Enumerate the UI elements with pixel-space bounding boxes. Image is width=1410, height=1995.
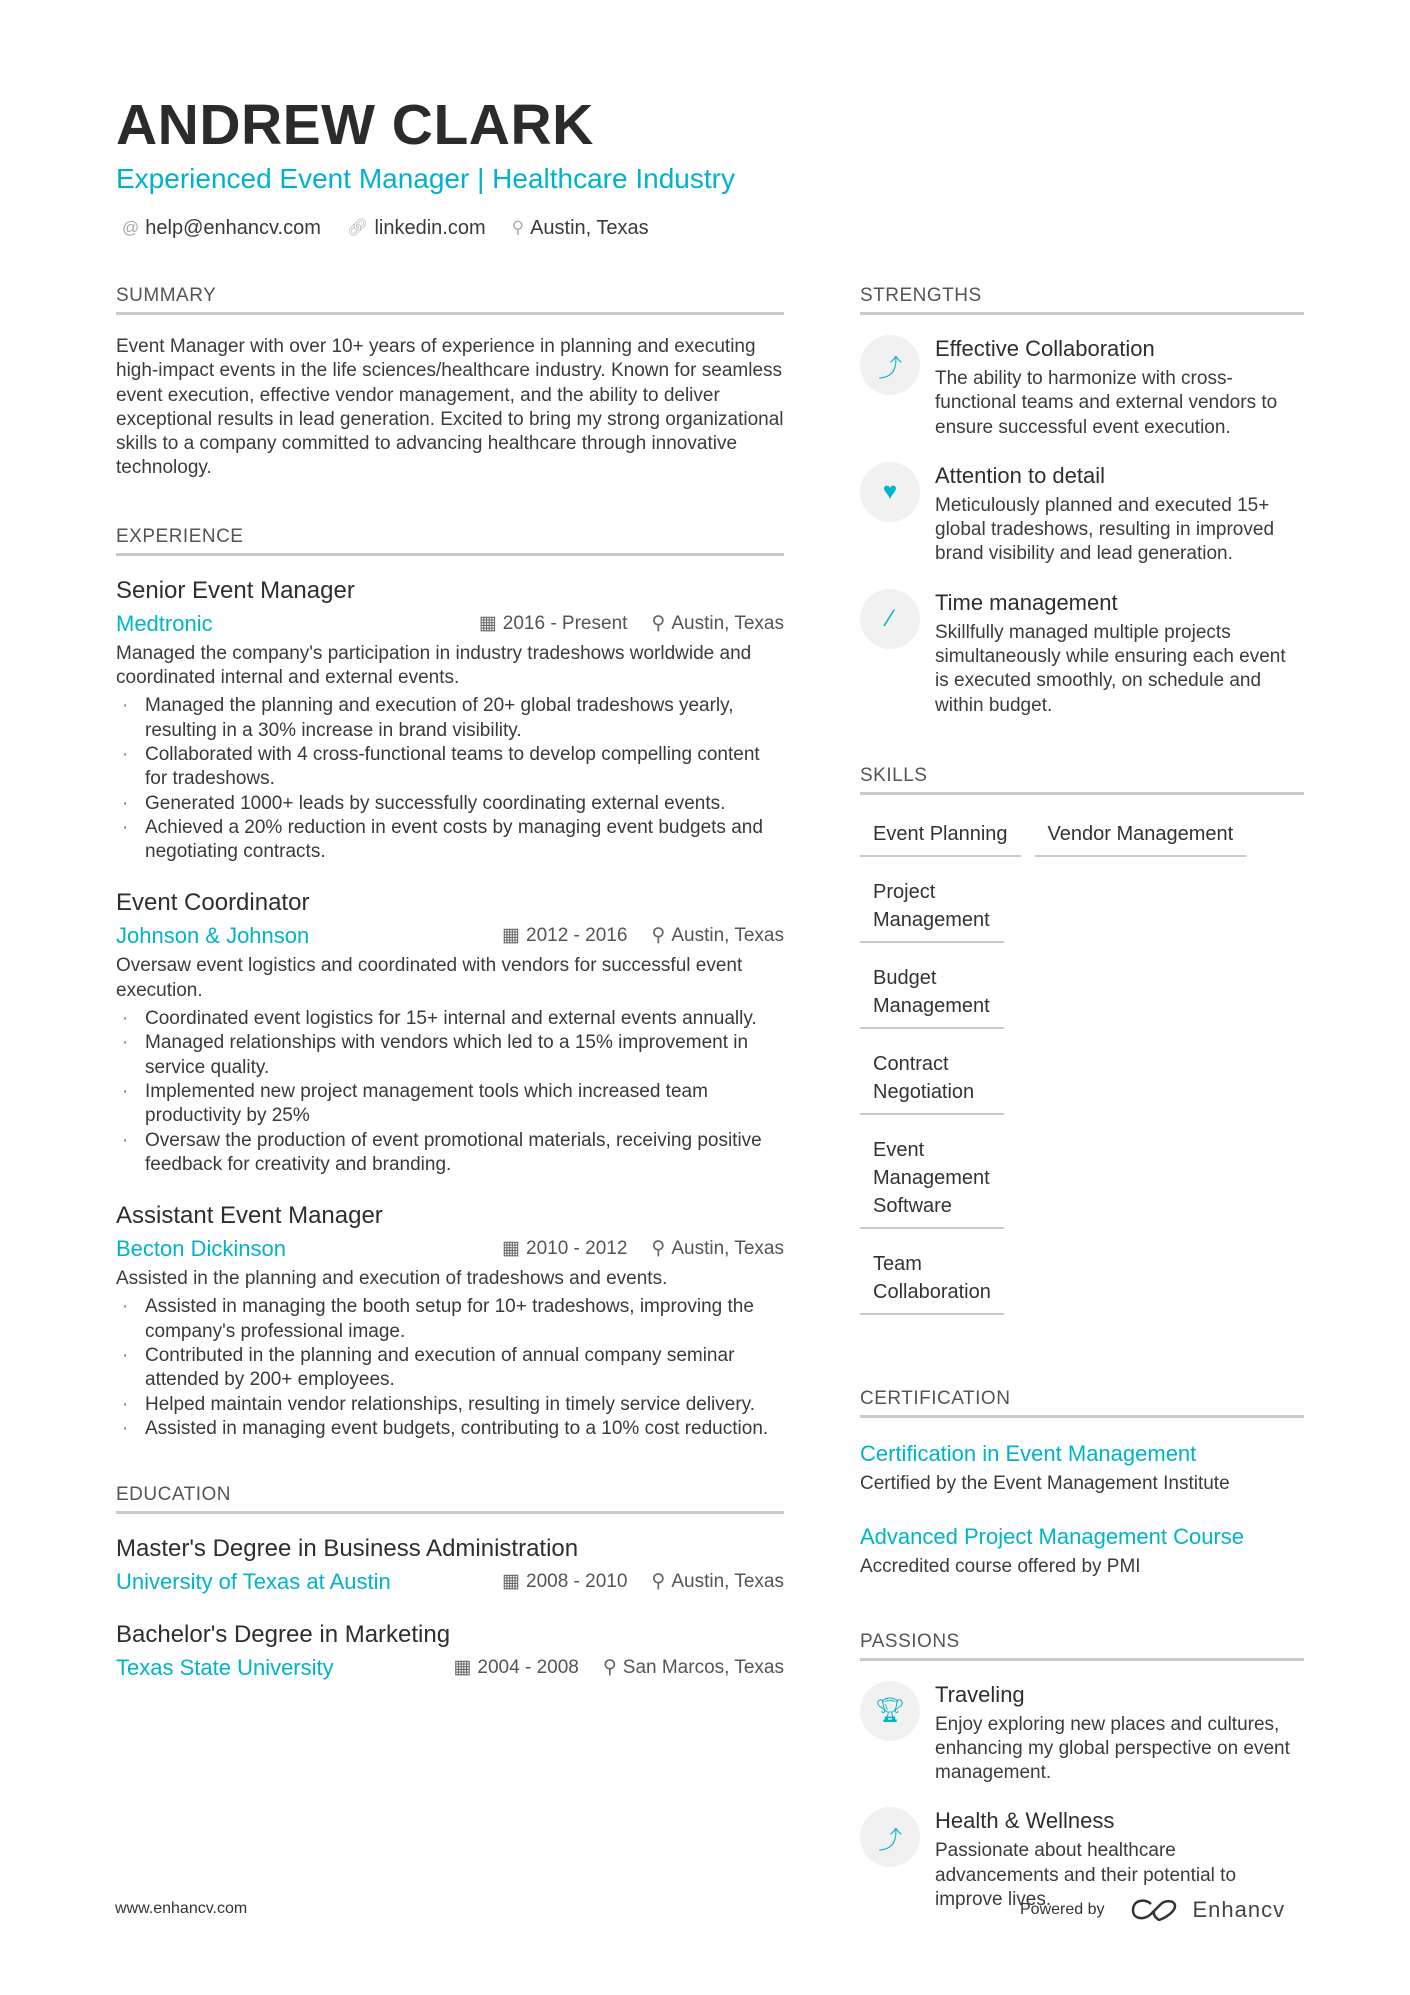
link-icon: 🔗︎ [346, 218, 369, 237]
company-name: Johnson & Johnson [116, 923, 310, 949]
strengths-title: Effective Collaboration [935, 336, 1155, 361]
summary-text: Event Manager with over 10+ years of experience in planning and executing high-impact events in the life sciences/healthcare industry. Known for seamless event execution, effective vendor management, and the ability to deliver exceptional results in lead generation. Excited to bring my strong organizational skills to a company committed to advancing healthcare through innovative technology. [116, 336, 784, 479]
brand-name: Enhancv [1192, 1897, 1286, 1922]
magic-wand-icon: ⁄ [860, 589, 920, 649]
strength-item [860, 462, 1304, 567]
achievement-bullet: · Managed the planning and execution of 20+ global tradeshows yearly, resulting in a 30% increase in brand visibility. [116, 694, 784, 743]
strengths-title: Time management [935, 589, 1118, 615]
certification-text: Accredited course offered by PMI [860, 1556, 1141, 1578]
certification-title: Advanced Project Management Course [860, 1524, 1244, 1550]
strengths-text: Skillfully managed multiple projects simultaneously while ensuring each event is executed smoothly, on schedule and within budget. [935, 621, 1286, 716]
section-heading: SKILLS [860, 764, 1304, 795]
passions-title: Health & Wellness [935, 1808, 1115, 1834]
job-title: Event Coordinator [116, 889, 310, 917]
location-contact [512, 215, 649, 241]
certification-section [860, 1387, 1304, 1580]
skill-tag: Project Management [860, 878, 1004, 943]
right-column [860, 284, 1304, 1912]
achievement-bullet: · Helped maintain vendor relationships, resulting in timely service delivery. [116, 1393, 784, 1417]
strengths-text: Meticulously planned and executed 15+ global tradeshows, resulting in improved brand visibility and lead generation. [935, 494, 1275, 565]
education-location: Austin, Texas [671, 1571, 784, 1593]
school-name: Texas State University [116, 1655, 334, 1681]
company-name: Medtronic [116, 610, 213, 636]
enhancv-logo[interactable] [1131, 1897, 1286, 1923]
education-dates: 2008 - 2010 [526, 1571, 628, 1593]
achievements-list [116, 1007, 784, 1177]
section-heading: STRENGTHS [860, 284, 1304, 315]
passions-text: Passionate about healthcare advancements and their potential to improve lives. [935, 1840, 1237, 1911]
skill-tag: Contract Negotiation [860, 1050, 1004, 1115]
achievement-bullet: · Assisted in managing event budgets, contributing to a 10% cost reduction. [116, 1417, 784, 1441]
skills-section [860, 764, 1304, 1315]
achievements-list [116, 694, 784, 864]
job-location: Austin, Texas [671, 1238, 784, 1260]
location-pin-icon: ⚲ [651, 1238, 666, 1260]
achievement-bullet: · Generated 1000+ leads by successfully coordinating external events. [116, 792, 784, 816]
trophy-icon: 🏆︎ [860, 1681, 920, 1741]
powered-by [1020, 1897, 1285, 1923]
calendar-icon: ▦ [502, 1238, 520, 1260]
certification-text: Certified by the Event Management Institute [860, 1472, 1230, 1494]
skill-tag: Team Collaboration [860, 1250, 1004, 1315]
skill-tag: Vendor Management [1035, 820, 1247, 857]
skill-tag: Event Planning [860, 820, 1021, 857]
powered-by-label: Powered by [1020, 1901, 1105, 1918]
school-name: University of Texas at Austin [116, 1569, 391, 1595]
achievement-bullet: · Coordinated event logistics for 15+ internal and external events annually. [116, 1007, 784, 1031]
passions-section [860, 1630, 1304, 1913]
passions-text: Enjoy exploring new places and cultures, enhancing my global perspective on event management. [935, 1713, 1290, 1784]
section-heading: CERTIFICATION [860, 1387, 1304, 1418]
job-entry [116, 888, 784, 1177]
education-entry [116, 1534, 784, 1596]
left-column [116, 284, 784, 1686]
achievement-bullet: · Collaborated with 4 cross-functional teams to develop compelling content for tradeshows. [116, 743, 784, 792]
education-section [116, 1483, 784, 1686]
passions-title: Traveling [935, 1681, 1025, 1707]
summary-section [116, 284, 784, 481]
collaboration-icon: ⤴ [860, 1807, 920, 1867]
section-heading: EDUCATION [116, 1483, 784, 1514]
job-title: Senior Event Manager [116, 576, 355, 604]
achievement-bullet: · Contributed in the planning and execution of annual company seminar attended by 200+ employees. [116, 1344, 784, 1393]
at-icon: @ [122, 218, 140, 237]
location-pin-icon: ⚲ [602, 1657, 617, 1679]
education-dates: 2004 - 2008 [477, 1657, 579, 1679]
calendar-icon: ▦ [478, 612, 497, 634]
strengths-text: The ability to harmonize with cross-functional teams and external vendors to ensure successful event execution. [935, 368, 1278, 438]
linkedin-link[interactable]: linkedin.com [374, 217, 486, 239]
job-title: Assistant Event Manager [116, 1202, 383, 1230]
skill-tag: Budget Management [860, 964, 1004, 1029]
location: Austin, Texas [530, 217, 649, 239]
heart-icon: ♥ [860, 462, 920, 522]
job-dates: 2010 - 2012 [526, 1238, 628, 1260]
job-description: Oversaw event logistics and coordinated with vendors for successful event execution. [116, 955, 743, 1001]
section-heading: EXPERIENCE [116, 525, 784, 556]
job-location: Austin, Texas [671, 612, 784, 634]
job-description: Managed the company's participation in industry tradeshows worldwide and coordinated internal and external events. [116, 642, 752, 689]
education-location: San Marcos, Texas [622, 1657, 784, 1679]
strength-item [860, 335, 1304, 440]
location-pin-icon: ⚲ [651, 925, 666, 947]
certification-title: Certification in Event Management [860, 1440, 1197, 1466]
achievement-bullet: · Assisted in managing the booth setup for 10+ tradeshows, improving the company's professional image. [116, 1295, 784, 1344]
achievement-bullet: · Achieved a 20% reduction in event costs by managing event budgets and negotiating contracts. [116, 816, 784, 865]
passion-item [860, 1681, 1304, 1786]
location-pin-icon: ⚲ [651, 612, 666, 634]
job-description: Assisted in the planning and execution of tradeshows and events. [116, 1268, 668, 1290]
job-dates: 2016 - Present [502, 612, 628, 634]
calendar-icon: ▦ [453, 1657, 472, 1679]
job-entry [116, 576, 784, 865]
company-name: Becton Dickinson [116, 1236, 286, 1262]
headline: Experienced Event Manager | Healthcare Industry [116, 163, 735, 194]
achievement-bullet: · Oversaw the production of event promotional materials, receiving positive feedback for creativity and branding. [116, 1129, 784, 1178]
skills-list [860, 820, 1304, 1315]
email[interactable]: help@enhancv.com [145, 217, 321, 239]
skill-tag: Event Management Software [860, 1136, 1004, 1229]
location-pin-icon: ⚲ [511, 218, 525, 237]
section-heading: SUMMARY [116, 284, 784, 315]
location-pin-icon: ⚲ [651, 1571, 666, 1593]
education-entry [116, 1620, 784, 1682]
achievements-list [116, 1295, 784, 1441]
website-link[interactable]: www.enhancv.com [115, 1900, 248, 1917]
experience-section [116, 525, 784, 1441]
job-dates: 2012 - 2016 [526, 925, 628, 947]
degree: Bachelor's Degree in Marketing [116, 1621, 451, 1649]
contact-info [122, 215, 649, 241]
achievement-bullet: · Implemented new project management tools which increased team productivity by 25% [116, 1080, 784, 1129]
degree: Master's Degree in Business Administration [116, 1535, 579, 1563]
calendar-icon: ▦ [502, 1571, 520, 1593]
candidate-name: ANDREW CLARK [116, 93, 594, 157]
section-heading: PASSIONS [860, 1630, 1304, 1661]
strengths-section [860, 284, 1304, 718]
strength-item [860, 589, 1304, 718]
strengths-title: Attention to detail [935, 462, 1106, 488]
collaboration-icon: ⤴ [860, 335, 920, 395]
link-contact[interactable] [347, 215, 486, 241]
email-contact[interactable] [122, 215, 321, 241]
job-entry [116, 1201, 784, 1441]
achievement-bullet: · Managed relationships with vendors which led to a 15% improvement in service quality. [116, 1031, 784, 1080]
job-location: Austin, Texas [671, 925, 784, 947]
calendar-icon: ▦ [502, 925, 520, 947]
enhancv-logo-icon [1131, 1898, 1179, 1922]
